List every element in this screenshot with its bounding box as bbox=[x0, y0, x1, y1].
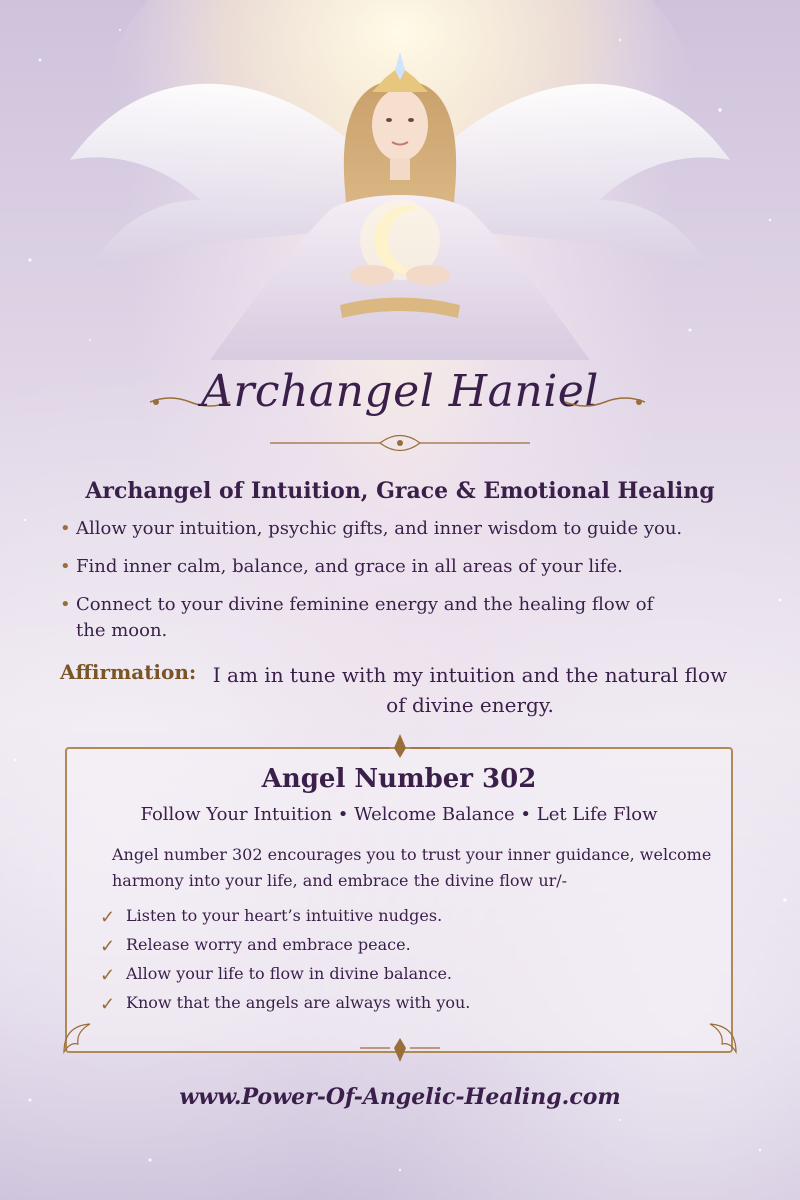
check-icon: ✓ bbox=[100, 994, 116, 1015]
list-item bbox=[60, 592, 676, 644]
angel-number-description: Angel number 302 encourages you to trust your inner guidance, welcome harmony into your life, and embrace the divine flow ur/- bbox=[112, 845, 712, 890]
checklist-text: Release worry and embrace peace. bbox=[126, 935, 411, 954]
bullet-text: Find inner calm, balance, and grace in all areas of your life. bbox=[76, 556, 623, 577]
affirmation-text: I am in tune with my intuition and the natural flow of divine energy. bbox=[212, 663, 728, 717]
list-item bbox=[100, 991, 700, 1020]
list-item bbox=[100, 933, 700, 962]
title-divider-ornament bbox=[260, 428, 540, 458]
checklist-text: Know that the angels are always with you. bbox=[126, 993, 471, 1012]
angel-number-tagline: Follow Your Intuition • Welcome Balance • Let Life Flow bbox=[140, 804, 658, 825]
list-item bbox=[60, 554, 760, 580]
bullet-icon: • bbox=[60, 518, 71, 539]
bullet-icon: • bbox=[60, 556, 71, 577]
subtitle: Archangel of Intuition, Grace & Emotional Healing bbox=[85, 478, 715, 504]
affirmation-label: Affirmation: bbox=[60, 660, 197, 684]
bullet-text: Allow your intuition, psychic gifts, and inner wisdom to guide you. bbox=[76, 518, 683, 539]
list-item bbox=[100, 904, 700, 933]
bullet-text: Connect to your divine feminine energy and the healing flow of the moon. bbox=[76, 594, 654, 641]
panel-corner-flourish-right bbox=[698, 1014, 738, 1054]
list-item bbox=[60, 516, 760, 542]
archangel-illustration bbox=[0, 0, 800, 360]
checklist bbox=[100, 904, 700, 1020]
website-link[interactable]: www.Power-Of-Angelic-Healing.com bbox=[179, 1084, 621, 1110]
title-flourish-right bbox=[565, 392, 645, 412]
check-icon: ✓ bbox=[100, 936, 116, 957]
check-icon: ✓ bbox=[100, 907, 116, 928]
bullet-list bbox=[60, 516, 760, 656]
bullet-icon: • bbox=[60, 594, 71, 615]
page-title: Archangel Haniel bbox=[201, 366, 599, 417]
panel-corner-flourish-left bbox=[62, 1014, 102, 1054]
angel-number-title: Angel Number 302 bbox=[261, 764, 537, 794]
list-item bbox=[100, 962, 700, 991]
checklist-text: Listen to your heart’s intuitive nudges. bbox=[126, 906, 443, 925]
checklist-text: Allow your life to flow in divine balance. bbox=[126, 964, 452, 983]
panel-ornament-top bbox=[360, 730, 440, 760]
panel-ornament-bottom bbox=[360, 1036, 440, 1066]
check-icon: ✓ bbox=[100, 965, 116, 986]
